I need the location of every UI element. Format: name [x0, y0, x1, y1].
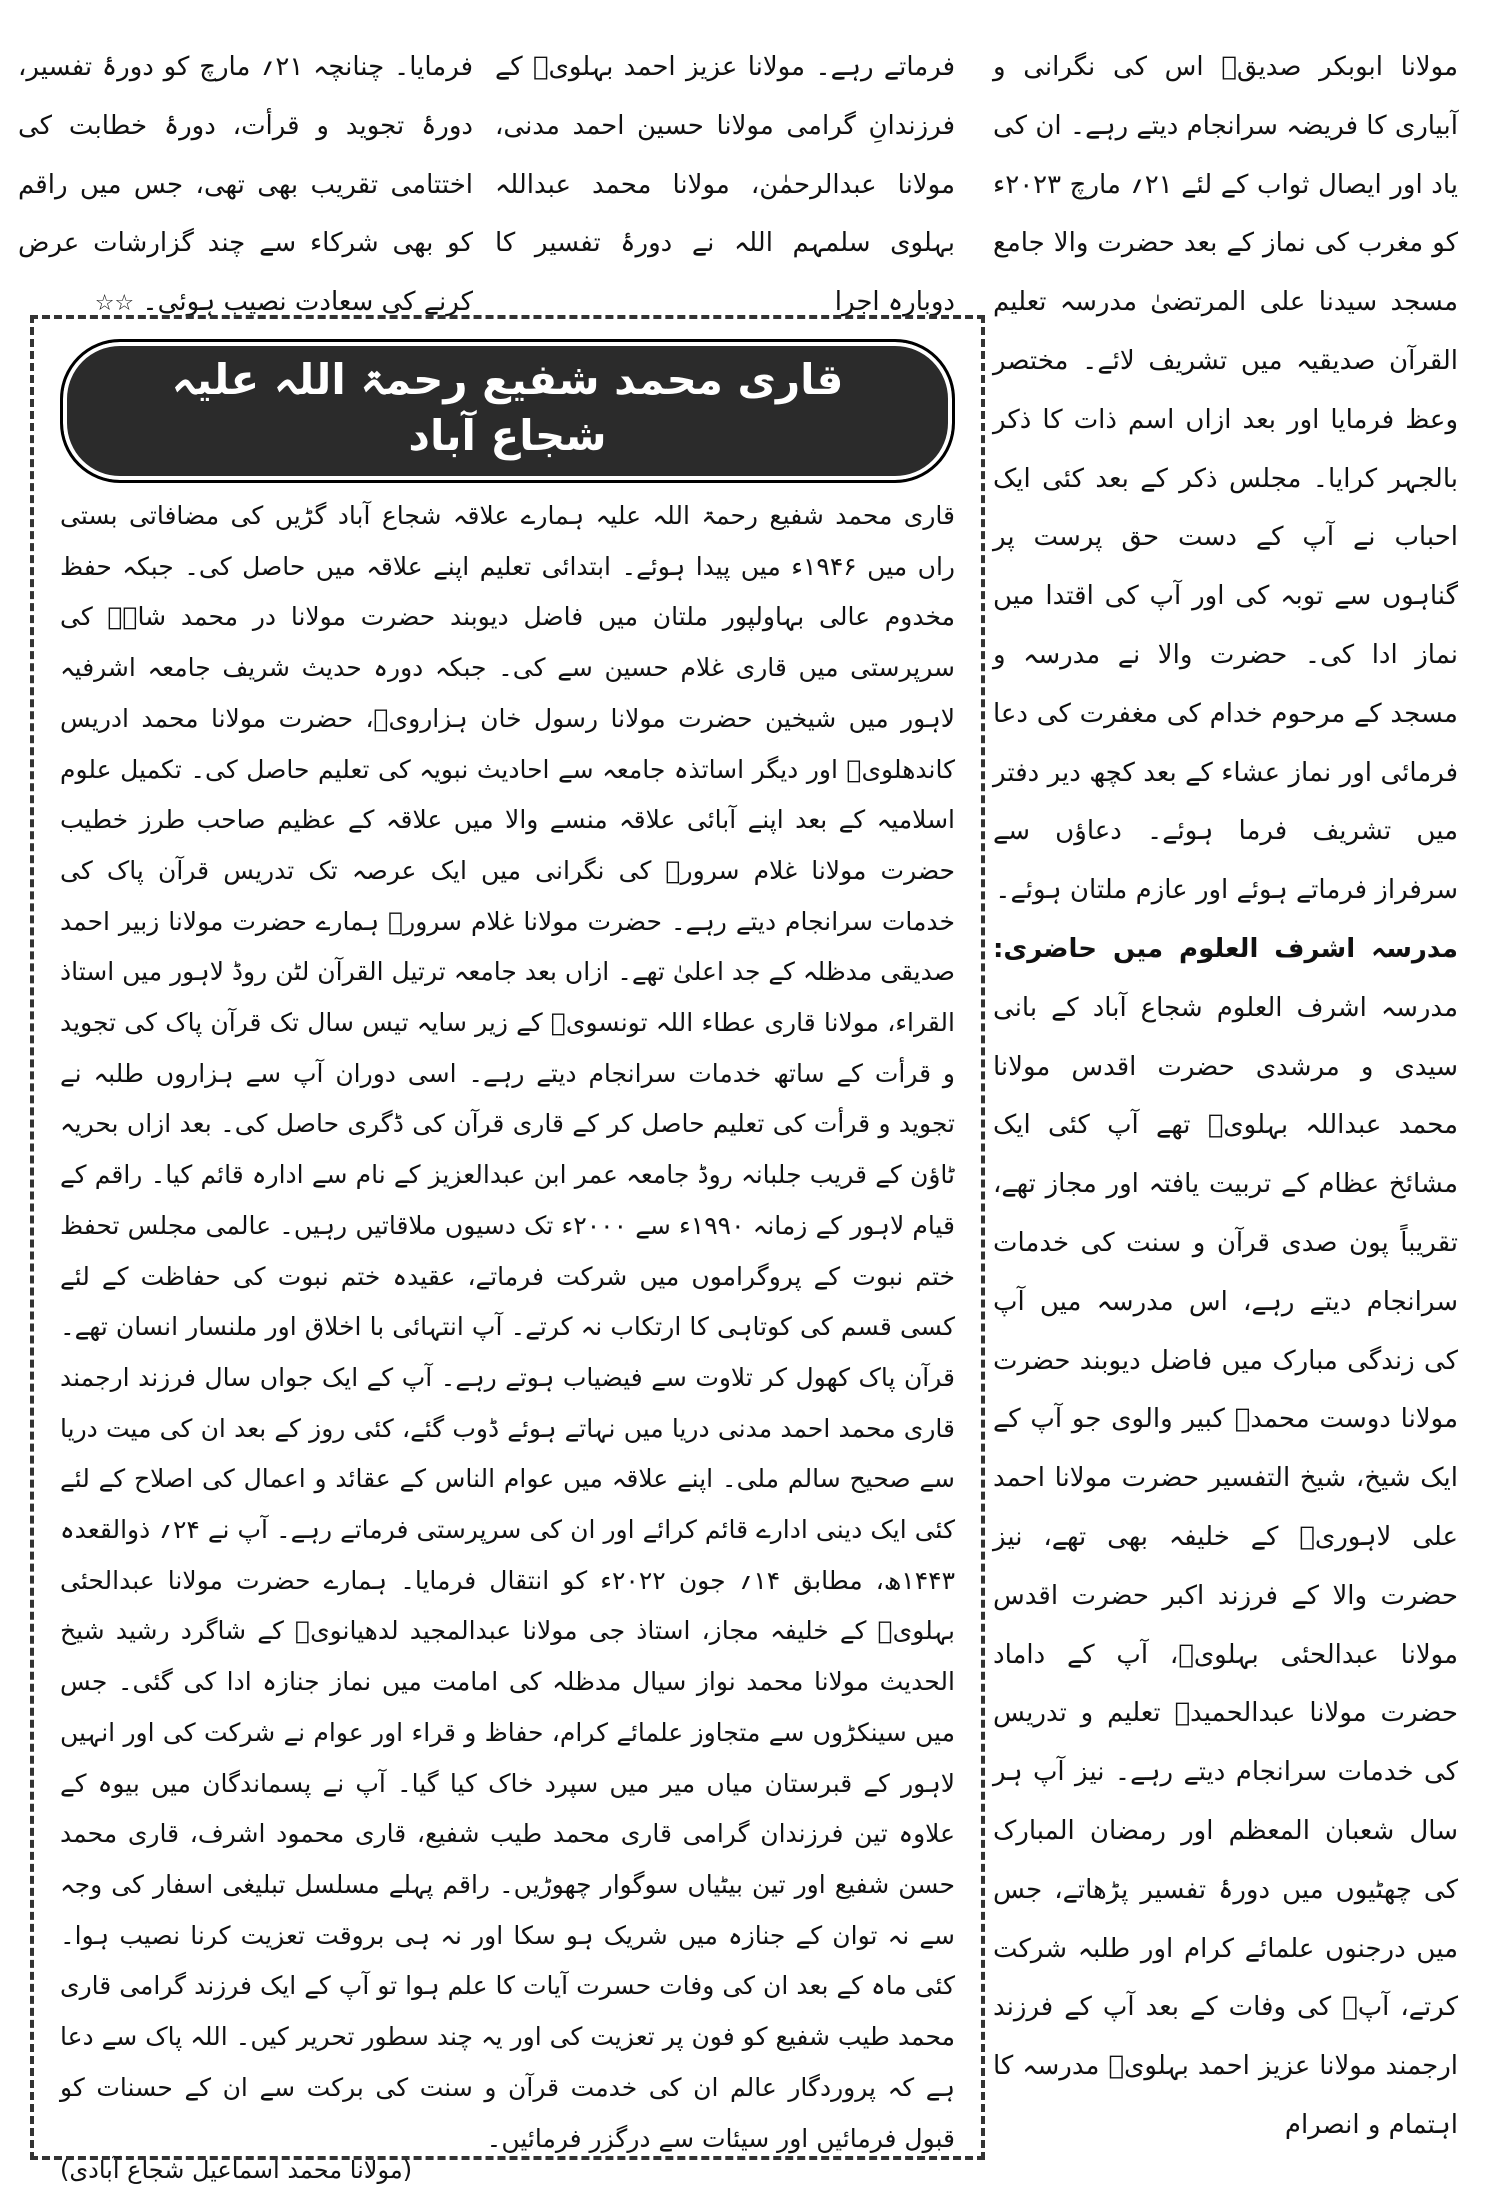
- middle-top-text: فرماتے رہے۔ مولانا عزیز احمد بہلویؒ کے فرزندانِ گرامی مولانا حسین احمد مدنی، مولانا عبدالرحمٰن، مولانا محمد عبداللہ بہلوی سلمہم اللہ نے دورۂ تفسیر کا دوبارہ اجرا: [495, 52, 955, 318]
- section-subheading: مدرسہ اشرف العلوم میں حاضری:: [993, 933, 1458, 964]
- article-title-wrap: [60, 339, 955, 483]
- left-top-text: فرمایا۔ چنانچہ ۲۱؍ مارچ کو دورۂ تفسیر، دورۂ تجوید و قرأت، دورۂ خطابت کی اختتامی تقریب بھی تھی، جس میں راقم کو بھی شرکاء سے چند گزارشات عرض کرنے کی سعادت نصیب ہوئی۔: [18, 52, 473, 318]
- left-top-column: [18, 38, 473, 318]
- middle-top-column: [495, 38, 955, 318]
- author-signature: (مولانا محمد اسماعیل شجاع آبادی): [60, 2156, 413, 2185]
- right-column: [993, 38, 1458, 2178]
- madrasa-section: [993, 920, 1458, 2155]
- left-top-paragraph: [18, 38, 473, 334]
- article-body: قاری محمد شفیع رحمۃ اللہ علیہ ہمارے علاقہ شجاع آباد گڑیں کی مضافاتی بستی راں میں ۱۹۴۶ء میں پیدا ہوئے۔ ابتدائی تعلیم اپنے علاقہ میں حاصل کی۔ جبکہ حفظ مخدوم عالی بہاولپور ملتان میں فاضل دیوبند حضرت مولانا در محمد شاہؒ کی سرپرستی میں قاری غلام حسین سے کی۔ جبکہ دورہ حدیث شریف جامعہ اشرفیہ لاہور میں شیخین حضرت مولانا رسول خان ہزارویؒ، حضرت مولانا محمد ادریس کاندھلویؒ اور دیگر اساتذہ جامعہ سے احادیث نبویہ کی تعلیم حاصل کی۔ تکمیل علوم اسلامیہ کے بعد اپنے آبائی علاقہ منسے والا میں علاقہ کے عظیم صاحب طرز خطیب حضرت مولانا غلام سرورؒ کی نگرانی میں ایک عرصہ تک تدریس قرآن پاک کی خدمات سرانجام دیتے رہے۔ حضرت مولانا غلام سرورؒ ہمارے حضرت مولانا زبیر احمد صدیقی مدظلہ کے جد اعلیٰ تھے۔ ازاں بعد جامعہ ترتیل القرآن لٹن روڈ لاہور میں استاذ القراء، مولانا قاری عطاء اللہ تونسویؒ کے زیر سایہ تیس سال تک قرآن پاک کی تجوید و قرأت کے ساتھ خدمات سرانجام دیتے رہے۔ اسی دوران آپ سے ہزاروں طلبہ نے تجوید و قرأت کی تعلیم حاصل کر کے قاری قرآن کی ڈگری حاصل کی۔ بعد ازاں بحریہ ٹاؤن کے قریب جلبانہ روڈ جامعہ عمر ابن عبدالعزیز کے نام سے ادارہ قائم کیا۔ راقم کے قیام لاہور کے زمانہ ۱۹۹۰ء سے ۲۰۰۰ء تک دسیوں ملاقاتیں رہیں۔ عالمی مجلس تحفظ ختم نبوت کے پروگراموں میں شرکت فرماتے، عقیدہ ختم نبوت کی حفاظت کے لئے کسی قسم کی کوتاہی کا ارتکاب نہ کرتے۔ آپ انتہائی با اخلاق اور ملنسار انسان تھے۔ قرآن پاک کھول کر تلاوت سے فیضیاب ہوتے رہے۔ آپ کے ایک جواں سال فرزند ارجمند قاری محمد احمد مدنی دریا میں نہاتے ہوئے ڈوب گئے، کئی روز کے بعد ان کی میت دریا سے صحیح سالم ملی۔ اپنے علاقہ میں عوام الناس کے عقائد و اعمال کی اصلاح کے لئے کئی ایک دینی ادارے قائم کرائے اور ان کی سرپرستی فرماتے رہے۔ آپ نے ۲۴؍ ذوالقعدہ ۱۴۴۳ھ، مطابق ۱۴؍ جون ۲۰۲۲ء کو انتقال فرمایا۔ ہمارے حضرت مولانا عبدالحئی بہلویؒ کے خلیفہ مجاز، استاذ جی مولانا عبدالمجید لدھیانویؒ کے شاگرد رشید شیخ الحدیث مولانا محمد نواز سیال مدظلہ کی امامت میں نماز جنازہ ادا کی گئی۔ جس میں سینکڑوں سے متجاوز علمائے کرام، حفاظ و قراء اور عوام نے شرکت کی اور انہیں لاہور کے قبرستان میاں میر میں سپرد خاک کیا گیا۔ آپ نے پسماندگان میں بیوہ کے علاوہ تین فرزندان گرامی قاری محمد طیب شفیع، قاری محمود اشرف، قاری محمد حسن شفیع اور تین بیٹیاں سوگوار چھوڑیں۔ راقم پہلے مسلسل تبلیغی اسفار کی وجہ سے نہ توان کے جنازہ میں شریک ہو سکا اور نہ ہی بروقت تعزیت کرنا نصیب ہوا۔ کئی ماہ کے بعد ان کی وفات حسرت آیات کا علم ہوا تو آپ کے ایک فرزند گرامی قاری محمد طیب شفیع کو فون پر تعزیت کی اور یہ چند سطور تحریر کیں۔ اللہ پاک سے دعا ہے کہ پروردگار عالم ان کی خدمت قرآن و سنت کی برکت سے ان کے حسنات کو قبول فرمائیں اور سیئات سے درگزر فرمائیں۔: [60, 501, 956, 2153]
- right-column-paragraph: مولانا ابوبکر صدیقؒ اس کی نگرانی و آبیاری کا فریضہ سرانجام دیتے رہے۔ ان کی یاد اور ایصال ثواب کے لئے ۲۱؍ مارچ ۲۰۲۳ء کو مغرب کی نماز کے بعد حضرت والا جامع مسجد سیدنا علی المرتضیٰ مدرسہ تعلیم القرآن صدیقیہ میں تشریف لائے۔ مختصر وعظ فرمایا اور بعد ازاں اسم ذات کا ذکر بالجہر کرایا۔ مجلس ذکر کے بعد کئی ایک احباب نے آپ کے دست حق پرست پر گناہوں سے توبہ کی اور آپ کی اقتدا میں نماز ادا کی۔ حضرت والا نے مدرسہ و مسجد کے مرحوم خدام کی مغفرت کی دعا فرمائی اور نماز عشاء کے بعد کچھ دیر دفتر میں تشریف فرما ہوئے۔ دعاؤں سے سرفراز فرماتے ہوئے اور عازم ملتان ہوئے۔: [993, 52, 1458, 906]
- stars-ornament: ☆☆: [94, 291, 135, 317]
- article-title: قاری محمد شفیع رحمۃ اللہ علیہ شجاع آباد: [60, 339, 955, 483]
- article-box: [30, 315, 985, 2185]
- section-body: مدرسہ اشرف العلوم شجاع آباد کے بانی سیدی و مرشدی حضرت اقدس مولانا محمد عبداللہ بہلویؒ تھے آپ کئی ایک مشائخ عظام کے تربیت یافتہ اور مجاز تھے، تقریباً پون صدی قرآن و سنت کی خدمات سرانجام دیتے رہے، اس مدرسہ میں آپ کی زندگی مبارک میں فاضل دیوبند حضرت مولانا دوست محمدؒ کبیر والوی جو آپ کے ایک شیخ، شیخ التفسیر حضرت مولانا احمد علی لاہوریؒ کے خلیفہ بھی تھے، نیز حضرت والا کے فرزند اکبر حضرت اقدس مولانا عبدالحئی بہلویؒ، آپ کے داماد حضرت مولانا عبدالحمیدؒ تعلیم و تدریس کی خدمات سرانجام دیتے رہے۔ نیز آپ ہر سال شعبان المعظم اور رمضان المبارک کی چھٹیوں میں دورۂ تفسیر پڑھاتے، جس میں درجنوں علمائے کرام اور طلبہ شرکت کرتے، آپؒ کی وفات کے بعد آپ کے فرزند ارجمند مولانا عزیز احمد بہلویؒ مدرسہ کا اہتمام و انصرام: [993, 992, 1458, 2140]
